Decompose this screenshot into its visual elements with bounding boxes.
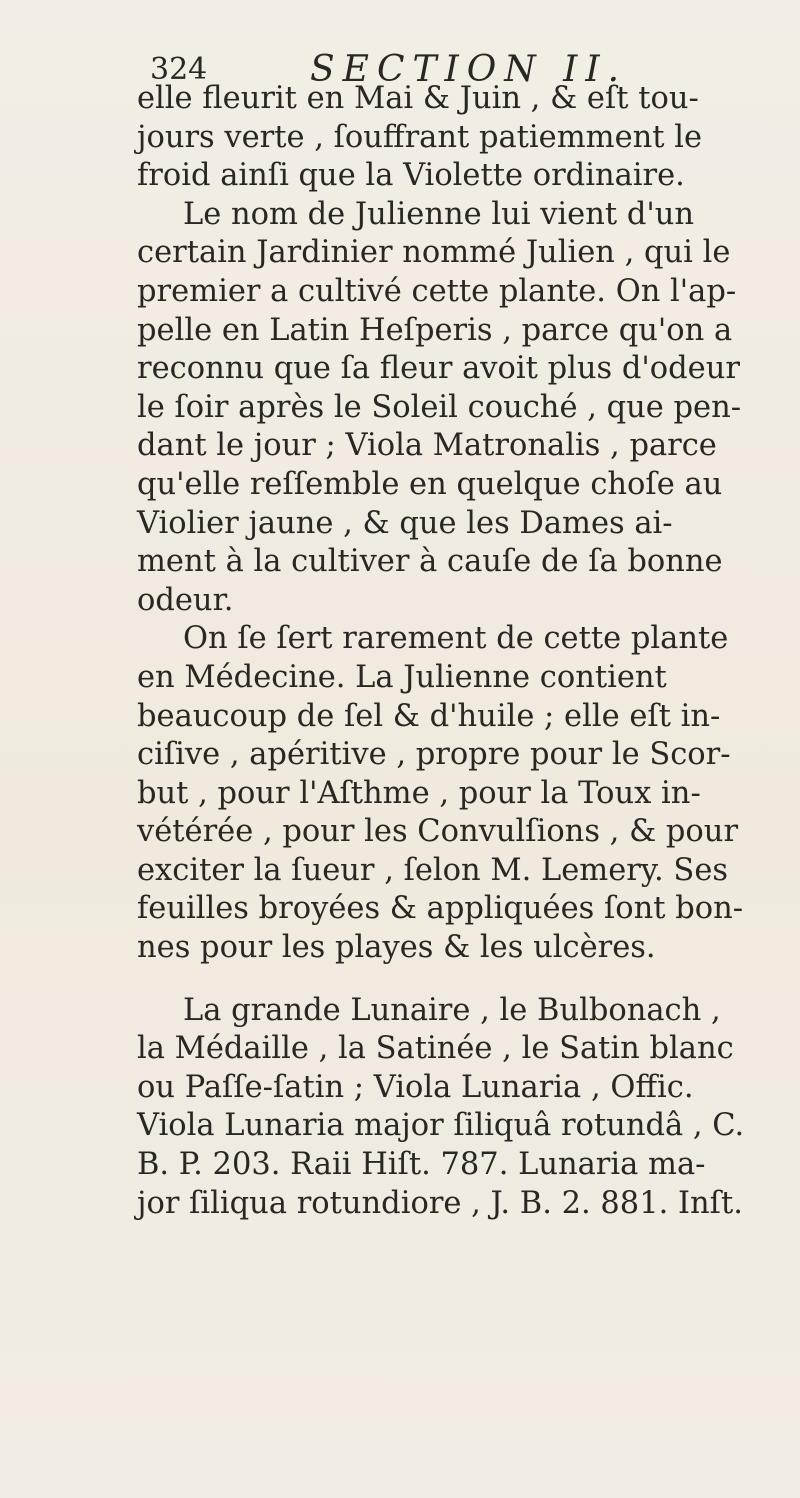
paragraph-start-line: La grande Lunaire , le Bulbonach , [183, 992, 721, 1028]
text-line: Violier jaune , & que les Dames ai- [137, 505, 673, 541]
text-line: la Médaille , la Satinée , le Satin blanc [137, 1031, 734, 1067]
paragraph-start-line: On ſe ſert rarement de cette plante [183, 621, 729, 657]
text-line: elle fleurit en Mai & Juin , & eſt tou- [137, 81, 699, 116]
text-line: B. P. 203. Raii Hiſt. 787. Lunaria ma- [137, 1147, 706, 1183]
text-line: jours verte , ſouffrant patiemment le [137, 119, 703, 155]
text-line: jor ſiliqua rotundiore , J. B. 2. 881. Inſt. [137, 1185, 743, 1221]
text-line: Viola Lunaria major ſiliquâ rotundâ , C. [137, 1108, 745, 1144]
text-line: en Médecine. La Julienne contient [137, 659, 667, 695]
text-line: ment à la cultiver à cauſe de ſa bonne [137, 544, 723, 580]
paragraph-gap [137, 968, 777, 992]
paragraph-start-line: Le nom de Julienne lui vient d'un [183, 196, 695, 232]
text-line: exciter la ſueur , ſelon M. Lemery. Ses [137, 852, 729, 888]
text-line: odeur. [137, 582, 234, 618]
text-line: beaucoup de ſel & d'huile ; elle eſt in- [137, 698, 721, 734]
text-line: nes pour les playes & les ulcères. [137, 930, 656, 966]
body-text [137, 80, 777, 1223]
running-head: SECTION II. [310, 49, 628, 90]
text-line: le ſoir après le Soleil couché , que pen- [137, 389, 742, 425]
text-line: froid ainſi que la Violette ordinaire. [137, 158, 685, 194]
text-line: dant le jour ; Viola Matronalis , parce [137, 428, 717, 464]
text-line: feuilles broyées & appliquées ſont bon- [137, 891, 744, 927]
text-line: pelle en Latin Heſperis , parce qu'on a [137, 312, 733, 348]
page-number: 324 [150, 52, 208, 87]
text-line: certain Jardinier nommé Julien , qui le [137, 235, 731, 271]
text-line: premier a cultivé cette plante. On l'ap- [137, 273, 737, 309]
text-line: but , pour l'Aſthme , pour la Toux in- [137, 775, 701, 811]
text-line: qu'elle reſſemble en quelque choſe au [137, 466, 723, 502]
text-line: reconnu que ſa fleur avoit plus d'odeur [137, 351, 740, 387]
text-line: ciſive , apéritive , propre pour le Scor- [137, 737, 731, 773]
text-line: vétérée , pour les Convulſions , & pour [137, 814, 739, 850]
text-line: ou Paſſe-ſatin ; Viola Lunaria , Offic. [137, 1069, 694, 1105]
